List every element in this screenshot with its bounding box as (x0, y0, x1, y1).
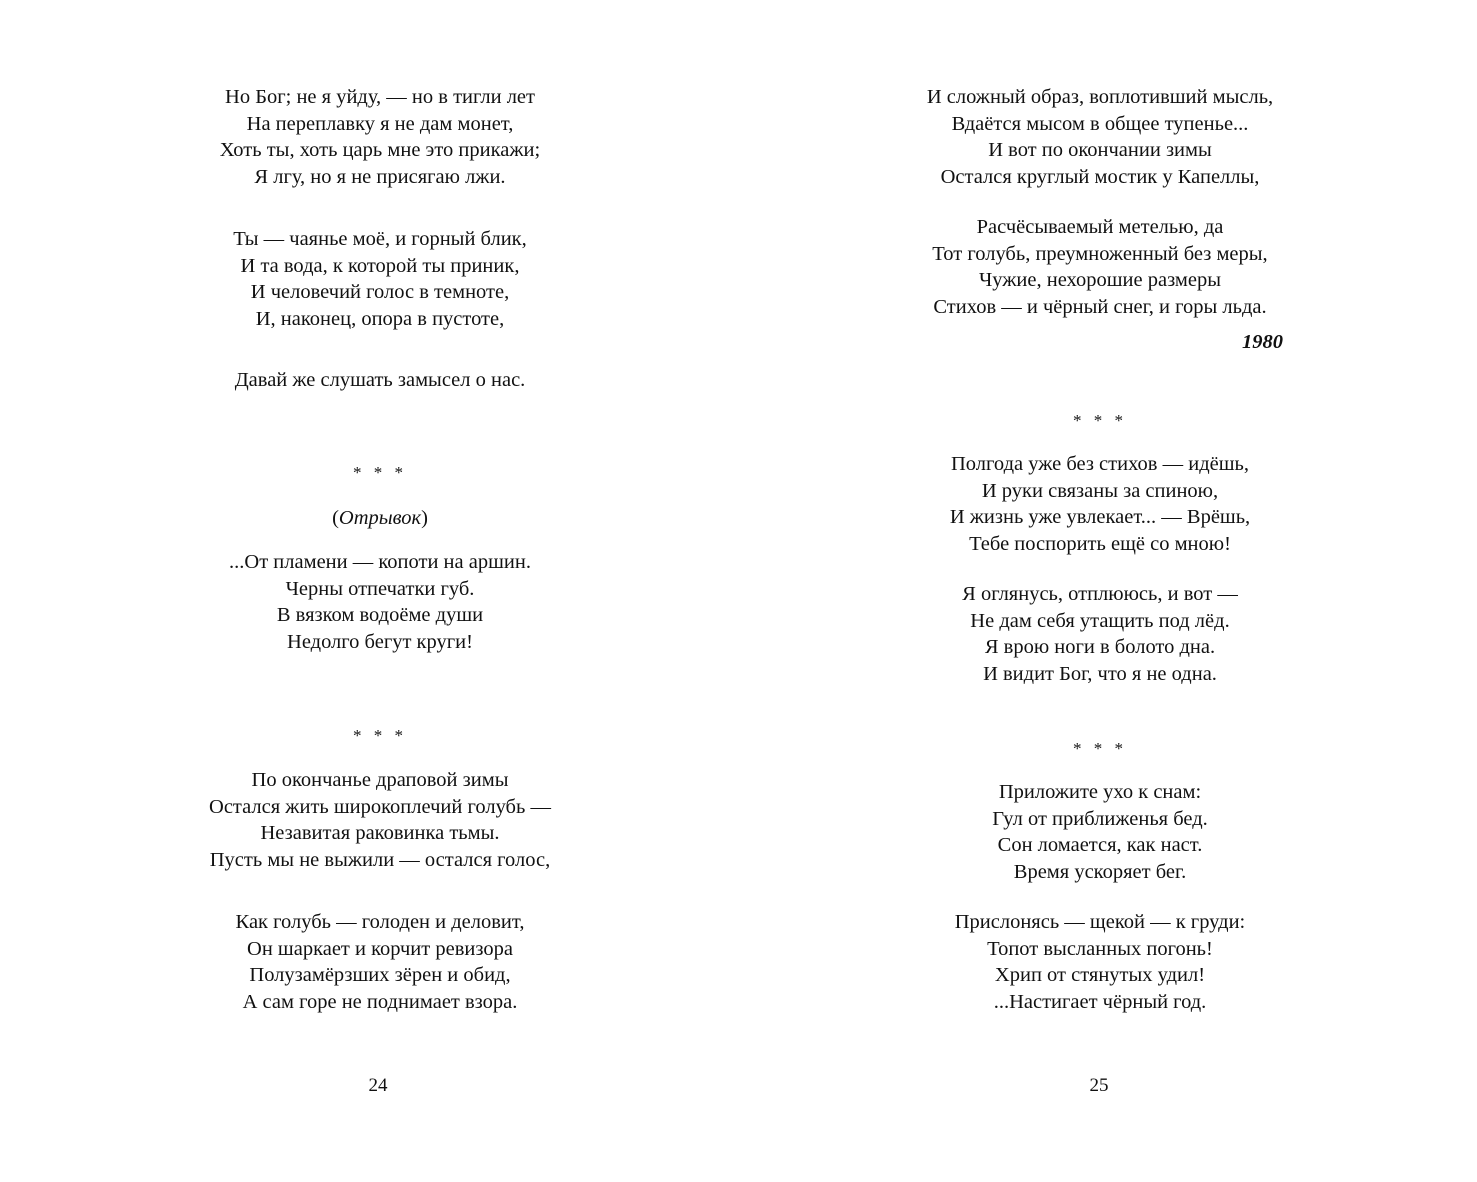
verse-line: Незавитая раковинка тьмы. (260, 822, 500, 844)
verse-line: И человечий голос в темноте, (250, 281, 510, 303)
subtitle-open-paren: ( (332, 507, 339, 529)
poem-dove-continued-stanza-2 (900, 214, 1300, 356)
poem-fragment (180, 462, 580, 532)
verse-line: Хоть ты, хоть царь мне это прикажи; (219, 139, 541, 161)
section-separator: * * * (1073, 411, 1127, 430)
poem-dove-stanza-2 (180, 909, 580, 1015)
verse-line: ...Настигает чёрный год. (993, 990, 1207, 1013)
verse-line: На переплавку я не дам монет, (246, 112, 514, 135)
poem-dreams (900, 779, 1300, 885)
verse-line: Давай же слушать замысел о нас. (234, 369, 526, 391)
verse-line: ...От пламени — копоти на аршин. (229, 551, 531, 573)
section-separator: * * * (353, 726, 407, 745)
verse-line: Тот голубь, преумноженный без меры, (932, 242, 1268, 265)
verse-line: Приложите ухо к снам: (998, 781, 1202, 803)
poem-half-year-stanza-2 (900, 581, 1300, 687)
verse-line: И видит Бог, что я не одна. (983, 662, 1217, 685)
verse-line: И, наконец, опора в пустоте, (255, 307, 505, 330)
page-number: 25 (1089, 1075, 1109, 1096)
verse-line: В вязком водоёме души (276, 604, 484, 626)
verse-line: По окончанье драповой зимы (251, 769, 509, 791)
poem-date: 1980 (1242, 331, 1283, 353)
verse-line: Время ускоряет бег. (1013, 860, 1187, 883)
verse-line: И руки связаны за спиною, (981, 479, 1219, 502)
verse-line: И вот по окончании зимы (988, 139, 1212, 161)
verse-line: Прислонясь — щекой — к груди: (954, 911, 1246, 933)
poem-continued (180, 84, 580, 190)
verse-line: Стихов — и чёрный снег, и горы льда. (933, 295, 1267, 318)
stanza (180, 226, 580, 332)
verse-line: Расчёсываемый метелью, да (976, 216, 1224, 238)
section-separator: * * * (1073, 739, 1127, 758)
verse-line: Остался круглый мостик у Капеллы, (940, 165, 1260, 188)
verse-line: Я лгу, но я не присягаю лжи. (254, 165, 506, 188)
verse-line: Как голубь — голоден и деловит, (235, 911, 525, 933)
poem-separator-5 (900, 738, 1300, 760)
verse-line: Остался жить широкоплечий голубь — (209, 795, 551, 818)
poem-continued-stanza-2 (180, 226, 580, 332)
verse-line: Хрип от стянутых удил! (994, 964, 1206, 986)
verse-line: Ты — чаянье моё, и горный блик, (233, 228, 527, 250)
right-page (760, 0, 1477, 1182)
page-number: 24 (368, 1075, 388, 1096)
verse-line: Полузамёрзших зёрен и обид, (249, 964, 511, 986)
subtitle-close-paren: ) (421, 507, 428, 529)
verse-line: Не дам себя утащить под лёд. (970, 609, 1230, 632)
poem-dreams-stanza-2 (900, 909, 1300, 1015)
poem-fragment-text (180, 549, 580, 655)
subtitle-text: Отрывок (338, 507, 422, 529)
verse-line: Я врою ноги в болото дна. (984, 636, 1216, 658)
poem-separator-4 (900, 410, 1300, 432)
verse-line: И та вода, к которой ты приник, (240, 254, 520, 277)
section-separator: * * * (353, 463, 407, 482)
verse-line: Пусть мы не выжили — остался голос, (209, 848, 551, 871)
verse-line: Сон ломается, как наст. (997, 834, 1203, 856)
verse-line: Тебе поспорить ещё со мною! (969, 532, 1231, 555)
verse-line: А сам горе не поднимает взора. (242, 990, 518, 1013)
poem-separator-3 (180, 725, 580, 747)
verse-line: Черны отпечатки губ. (285, 577, 475, 600)
verse-line: Я оглянусь, отплююсь, и вот — (962, 583, 1238, 605)
verse-line: Чужие, нехорошие размеры (978, 269, 1222, 291)
poem-dove (180, 767, 580, 873)
poem-dove-continued (900, 84, 1300, 190)
verse-line: Гул от приближенья бед. (992, 807, 1208, 830)
verse-line: Но Бог; не я уйду, — но в тигли лет (225, 86, 535, 108)
verse-line: Недолго бегут круги! (287, 630, 473, 653)
verse-line: Вдаётся мысом в общее тупенье... (951, 112, 1249, 135)
verse-line: Он шаркает и корчит ревизора (247, 937, 513, 960)
verse-line: Топот высланных погонь! (987, 937, 1213, 960)
verse-line: И жизнь уже увлекает... — Врёшь, (949, 506, 1251, 528)
verse-line: И сложный образ, воплотивший мысль, (926, 86, 1274, 108)
stanza (180, 84, 580, 190)
poem-subtitle (180, 504, 580, 532)
verse-line: Полгода уже без стихов — идёшь, (951, 453, 1249, 475)
poem-continued-stanza-3 (180, 367, 580, 394)
poem-half-year (900, 451, 1300, 557)
